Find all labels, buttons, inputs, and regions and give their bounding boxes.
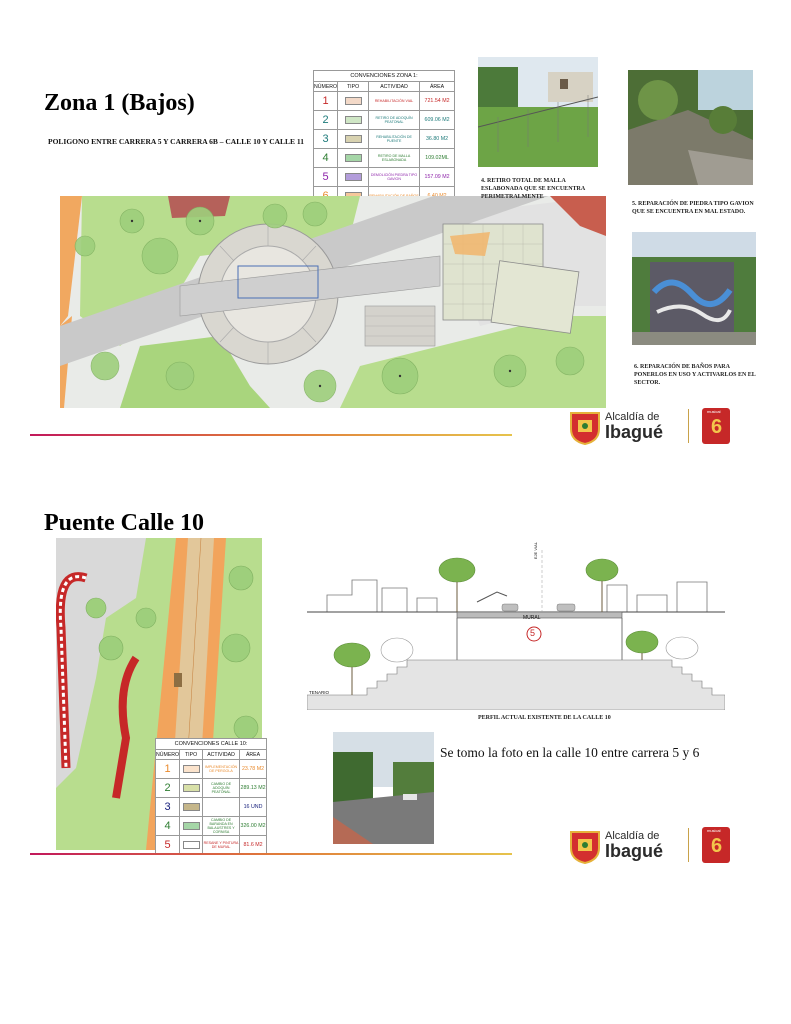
logo-name: Ibagué bbox=[605, 422, 664, 442]
alcaldia-logo bbox=[568, 407, 748, 447]
row-type-swatch bbox=[338, 111, 369, 130]
row-number: 2 bbox=[314, 111, 338, 130]
swatch-icon bbox=[183, 822, 200, 830]
logo-prefix: Alcaldía de bbox=[605, 830, 660, 842]
col-header: NÚMERO bbox=[314, 83, 338, 90]
caption-5: 5. REPARACIÓN DE PIEDRA TIPO GAVION QUE SE ENCUENTRA EN MAL ESTADO. bbox=[632, 201, 754, 215]
table-row bbox=[156, 760, 267, 779]
row-number: 1 bbox=[314, 92, 338, 111]
row-type-swatch bbox=[338, 130, 369, 149]
row-area: 16 UND bbox=[240, 798, 267, 817]
row-type-swatch bbox=[180, 760, 203, 779]
shield-icon bbox=[568, 409, 602, 445]
badge-top: musical bbox=[707, 409, 721, 414]
badge-char: 6 bbox=[711, 416, 723, 438]
col-header: ÁREA bbox=[240, 750, 267, 760]
badge-icon bbox=[702, 408, 730, 444]
swatch-icon bbox=[345, 116, 362, 124]
table-row bbox=[156, 836, 267, 855]
conventions-table-zona1 bbox=[313, 70, 455, 206]
row-area: 609.06 M2 bbox=[420, 111, 455, 130]
table-row bbox=[156, 779, 267, 798]
swatch-icon bbox=[345, 173, 362, 181]
zona1-title: Zona 1 (Bajos) bbox=[44, 90, 195, 116]
swatch-icon bbox=[183, 784, 200, 792]
row-type-swatch bbox=[338, 168, 369, 187]
row-activity bbox=[203, 798, 240, 817]
table-row bbox=[314, 92, 455, 111]
photo-note: Se tomo la foto en la calle 10 entre carrera 5 y 6 bbox=[440, 745, 700, 760]
shield-icon bbox=[568, 828, 602, 864]
logo-name: Ibagué bbox=[605, 841, 664, 861]
table-row bbox=[314, 168, 455, 187]
row-number: 4 bbox=[314, 149, 338, 168]
row-type-swatch bbox=[180, 779, 203, 798]
mural-number: 5 bbox=[530, 628, 536, 638]
row-area: 109.02ML bbox=[420, 149, 455, 168]
table-row bbox=[314, 149, 455, 168]
row-activity: RETIRO DE ADOQUÍN PEATONAL bbox=[369, 111, 420, 130]
badge-icon bbox=[702, 827, 730, 863]
swatch-icon bbox=[345, 135, 362, 143]
swatch-icon bbox=[183, 841, 200, 849]
row-area: 721.54 M2 bbox=[420, 92, 455, 111]
street-section-drawing bbox=[307, 540, 725, 710]
row-area: 289.13 M2 bbox=[240, 779, 267, 798]
badge-top: musical bbox=[707, 828, 721, 833]
row-number: 1 bbox=[156, 760, 180, 779]
col-header: TIPO bbox=[180, 750, 203, 760]
col-header: NÚMERO bbox=[156, 751, 180, 758]
row-activity: RETIRO DE MALLA ESLABONADA bbox=[369, 149, 420, 168]
photo-fence bbox=[478, 57, 598, 167]
row-area: 81.6 M2 bbox=[240, 836, 267, 855]
col-header: ACTIVIDAD bbox=[369, 82, 420, 92]
photo-calle10 bbox=[333, 732, 434, 844]
table-caption: CONVENCIONES ZONA 1: bbox=[314, 71, 455, 82]
swatch-icon bbox=[345, 154, 362, 162]
row-area: 36.80 M2 bbox=[420, 130, 455, 149]
caption-6: 6. REPARACIÓN DE BAÑOS PARA PONERLOS EN USO Y ACTIVARLOS EN EL SECTOR. bbox=[634, 364, 756, 386]
row-type-swatch bbox=[338, 92, 369, 111]
conventions-table-calle10 bbox=[155, 738, 267, 855]
row-type-swatch bbox=[338, 149, 369, 168]
row-number: 5 bbox=[156, 836, 180, 855]
row-number: 3 bbox=[156, 798, 180, 817]
eje-vial-label: EJE VIAL bbox=[533, 542, 538, 560]
row-activity: IMPLEMENTACIÓN DE PERGOLA bbox=[203, 760, 240, 779]
table-row bbox=[314, 111, 455, 130]
caption-4: 4. RETIRO TOTAL DE MALLA ESLABONADA QUE SE ENCUENTRA PERIMETRALMENTE bbox=[481, 178, 585, 200]
logo-divider bbox=[688, 828, 689, 862]
row-number: 3 bbox=[314, 130, 338, 149]
row-area: 326.00 M2 bbox=[240, 817, 267, 836]
table-row bbox=[156, 817, 267, 836]
col-header: ACTIVIDAD bbox=[203, 750, 240, 760]
puente-title: Puente Calle 10 bbox=[44, 510, 204, 536]
row-activity: CAMBIO DE ADOQUÍN PEATONAL bbox=[203, 779, 240, 798]
mural-label: MURAL bbox=[523, 615, 541, 621]
col-header: TIPO bbox=[338, 82, 369, 92]
separator-line bbox=[30, 853, 512, 855]
logo-prefix: Alcaldía de bbox=[605, 411, 660, 423]
row-activity: REHABILITACIÓN VIAL bbox=[369, 92, 420, 111]
section-caption: PERFIL ACTUAL EXISTENTE DE LA CALLE 10 bbox=[478, 715, 611, 721]
row-activity: REHABILITACIÓN DE PUENTE bbox=[369, 130, 420, 149]
row-activity: RESANE Y PINTURA DE MURAL bbox=[203, 836, 240, 855]
row-number: 4 bbox=[156, 817, 180, 836]
swatch-icon bbox=[183, 803, 200, 811]
zona1-site-plan bbox=[60, 196, 606, 408]
badge-char: 6 bbox=[711, 835, 723, 857]
row-number: 2 bbox=[156, 779, 180, 798]
alcaldia-logo bbox=[568, 826, 748, 866]
logo-divider bbox=[688, 409, 689, 443]
row-type-swatch bbox=[180, 798, 203, 817]
col-header: ÁREA bbox=[420, 82, 455, 92]
separator-line bbox=[30, 434, 512, 436]
photo-gavion bbox=[628, 70, 753, 185]
swatch-icon bbox=[183, 765, 200, 773]
row-type-swatch bbox=[180, 836, 203, 855]
tenario-label: TENARIO bbox=[309, 690, 330, 695]
row-activity: DEMOLICIÓN PIEDRA TIPO GAVION bbox=[369, 168, 420, 187]
row-area: 157.09 M2 bbox=[420, 168, 455, 187]
table-row bbox=[314, 130, 455, 149]
table-row bbox=[156, 798, 267, 817]
swatch-icon bbox=[345, 97, 362, 105]
table-caption: CONVENCIONES CALLE 10: bbox=[156, 739, 267, 750]
row-activity: CAMBIO DE BARANDA EN BALAUSTRES Y CORNISA bbox=[203, 817, 240, 836]
row-number: 5 bbox=[314, 168, 338, 187]
photo-banos bbox=[632, 232, 756, 345]
row-type-swatch bbox=[180, 817, 203, 836]
row-area: 23.78 M2 bbox=[240, 760, 267, 779]
zona1-subtitle: POLIGONO ENTRE CARRERA 5 Y CARRERA 6B – CALLE 10 Y CALLE 11 bbox=[48, 137, 305, 146]
